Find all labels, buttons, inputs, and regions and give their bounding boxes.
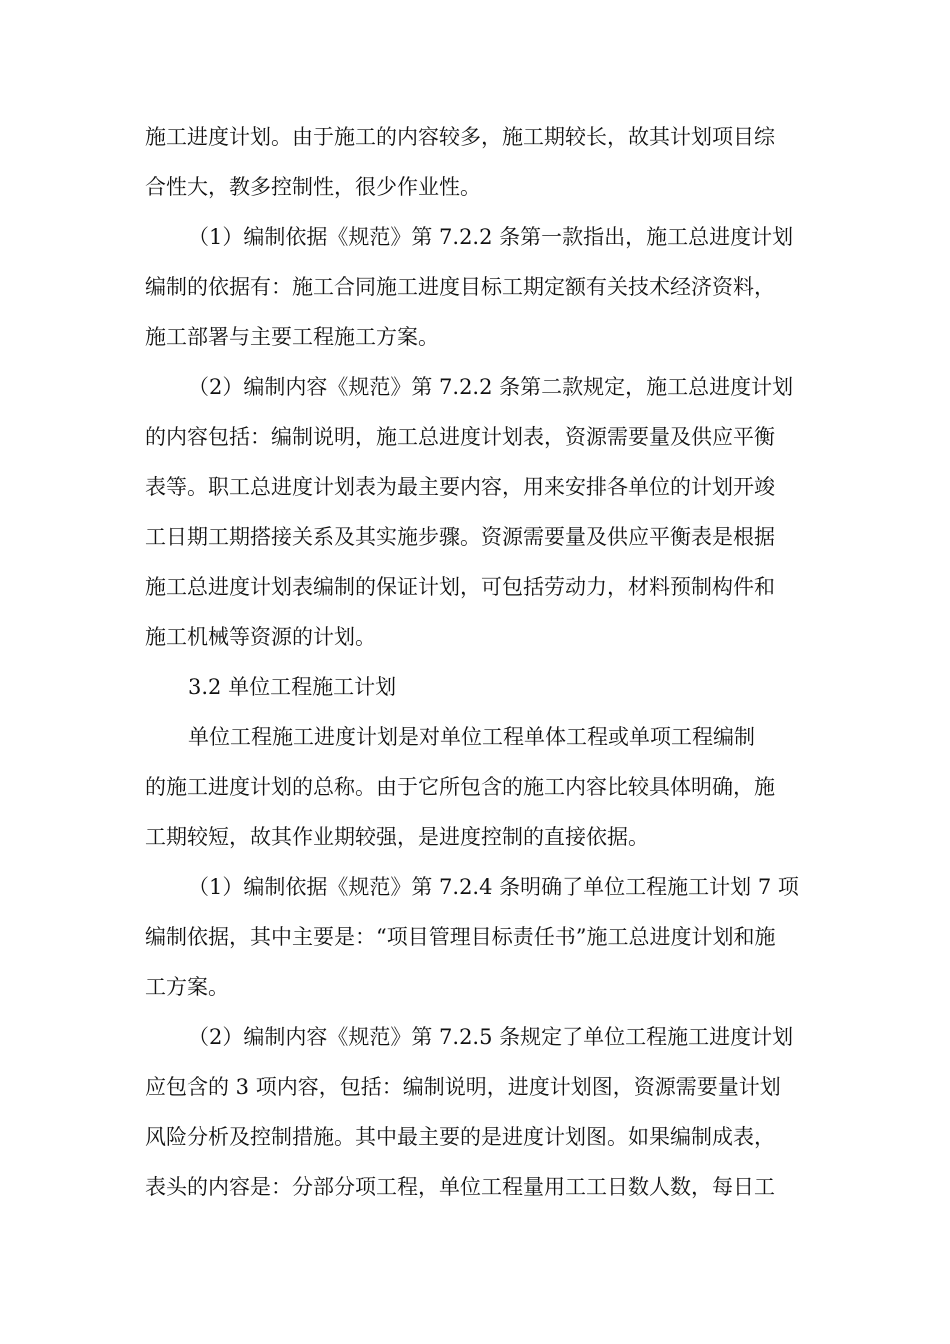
text-line: 单位工程施工进度计划是对单位工程单体工程或单项工程编制 (188, 725, 755, 749)
text-line: 的施工进度计划的总称。由于它所包含的施工内容比较具体明确，施 (145, 775, 775, 799)
text-line: 表头的内容是：分部分项工程，单位工程量用工工日数人数，每日工 (145, 1175, 775, 1199)
text-line: 施工机械等资源的计划。 (145, 625, 376, 649)
text-line: 表等。职工总进度计划表为最主要内容，用来安排各单位的计划开竣 (145, 475, 775, 499)
text-line: （2）编制内容《规范》第 7.2.2 条第二款规定，施工总进度计划 (188, 375, 794, 399)
text-line: 的内容包括：编制说明，施工总进度计划表，资源需要量及供应平衡 (145, 425, 775, 449)
text-line: 工方案。 (145, 975, 229, 999)
text-line: 施工总进度计划表编制的保证计划，可包括劳动力，材料预制构件和 (145, 575, 775, 599)
text-line: 工期较短，故其作业期较强，是进度控制的直接依据。 (145, 825, 649, 849)
text-line: 应包含的 3 项内容，包括：编制说明，进度计划图，资源需要量计划 (145, 1075, 781, 1099)
text-line: 施工部署与主要工程施工方案。 (145, 325, 439, 349)
text-line: 编制的依据有：施工合同施工进度目标工期定额有关技术经济资料， (145, 275, 775, 299)
text-line: 合性大，教多控制性，很少作业性。 (145, 175, 481, 199)
text-line: 风险分析及控制措施。其中最主要的是进度计划图。如果编制成表， (145, 1125, 775, 1149)
text-line: （1）编制依据《规范》第 7.2.2 条第一款指出，施工总进度计划 (188, 225, 794, 249)
section-heading: 3.2 单位工程施工计划 (188, 675, 397, 699)
text-line: （1）编制依据《规范》第 7.2.4 条明确了单位工程施工计划 7 项 (188, 875, 799, 899)
text-line: 工日期工期搭接关系及其实施步骤。资源需要量及供应平衡表是根据 (145, 525, 775, 549)
text-line: 编制依据，其中主要是：“项目管理目标责任书”施工总进度计划和施 (145, 925, 776, 949)
text-line: （2）编制内容《规范》第 7.2.5 条规定了单位工程施工进度计划 (188, 1025, 794, 1049)
text-line: 施工进度计划。由于施工的内容较多，施工期较长，故其计划项目综 (145, 125, 775, 149)
